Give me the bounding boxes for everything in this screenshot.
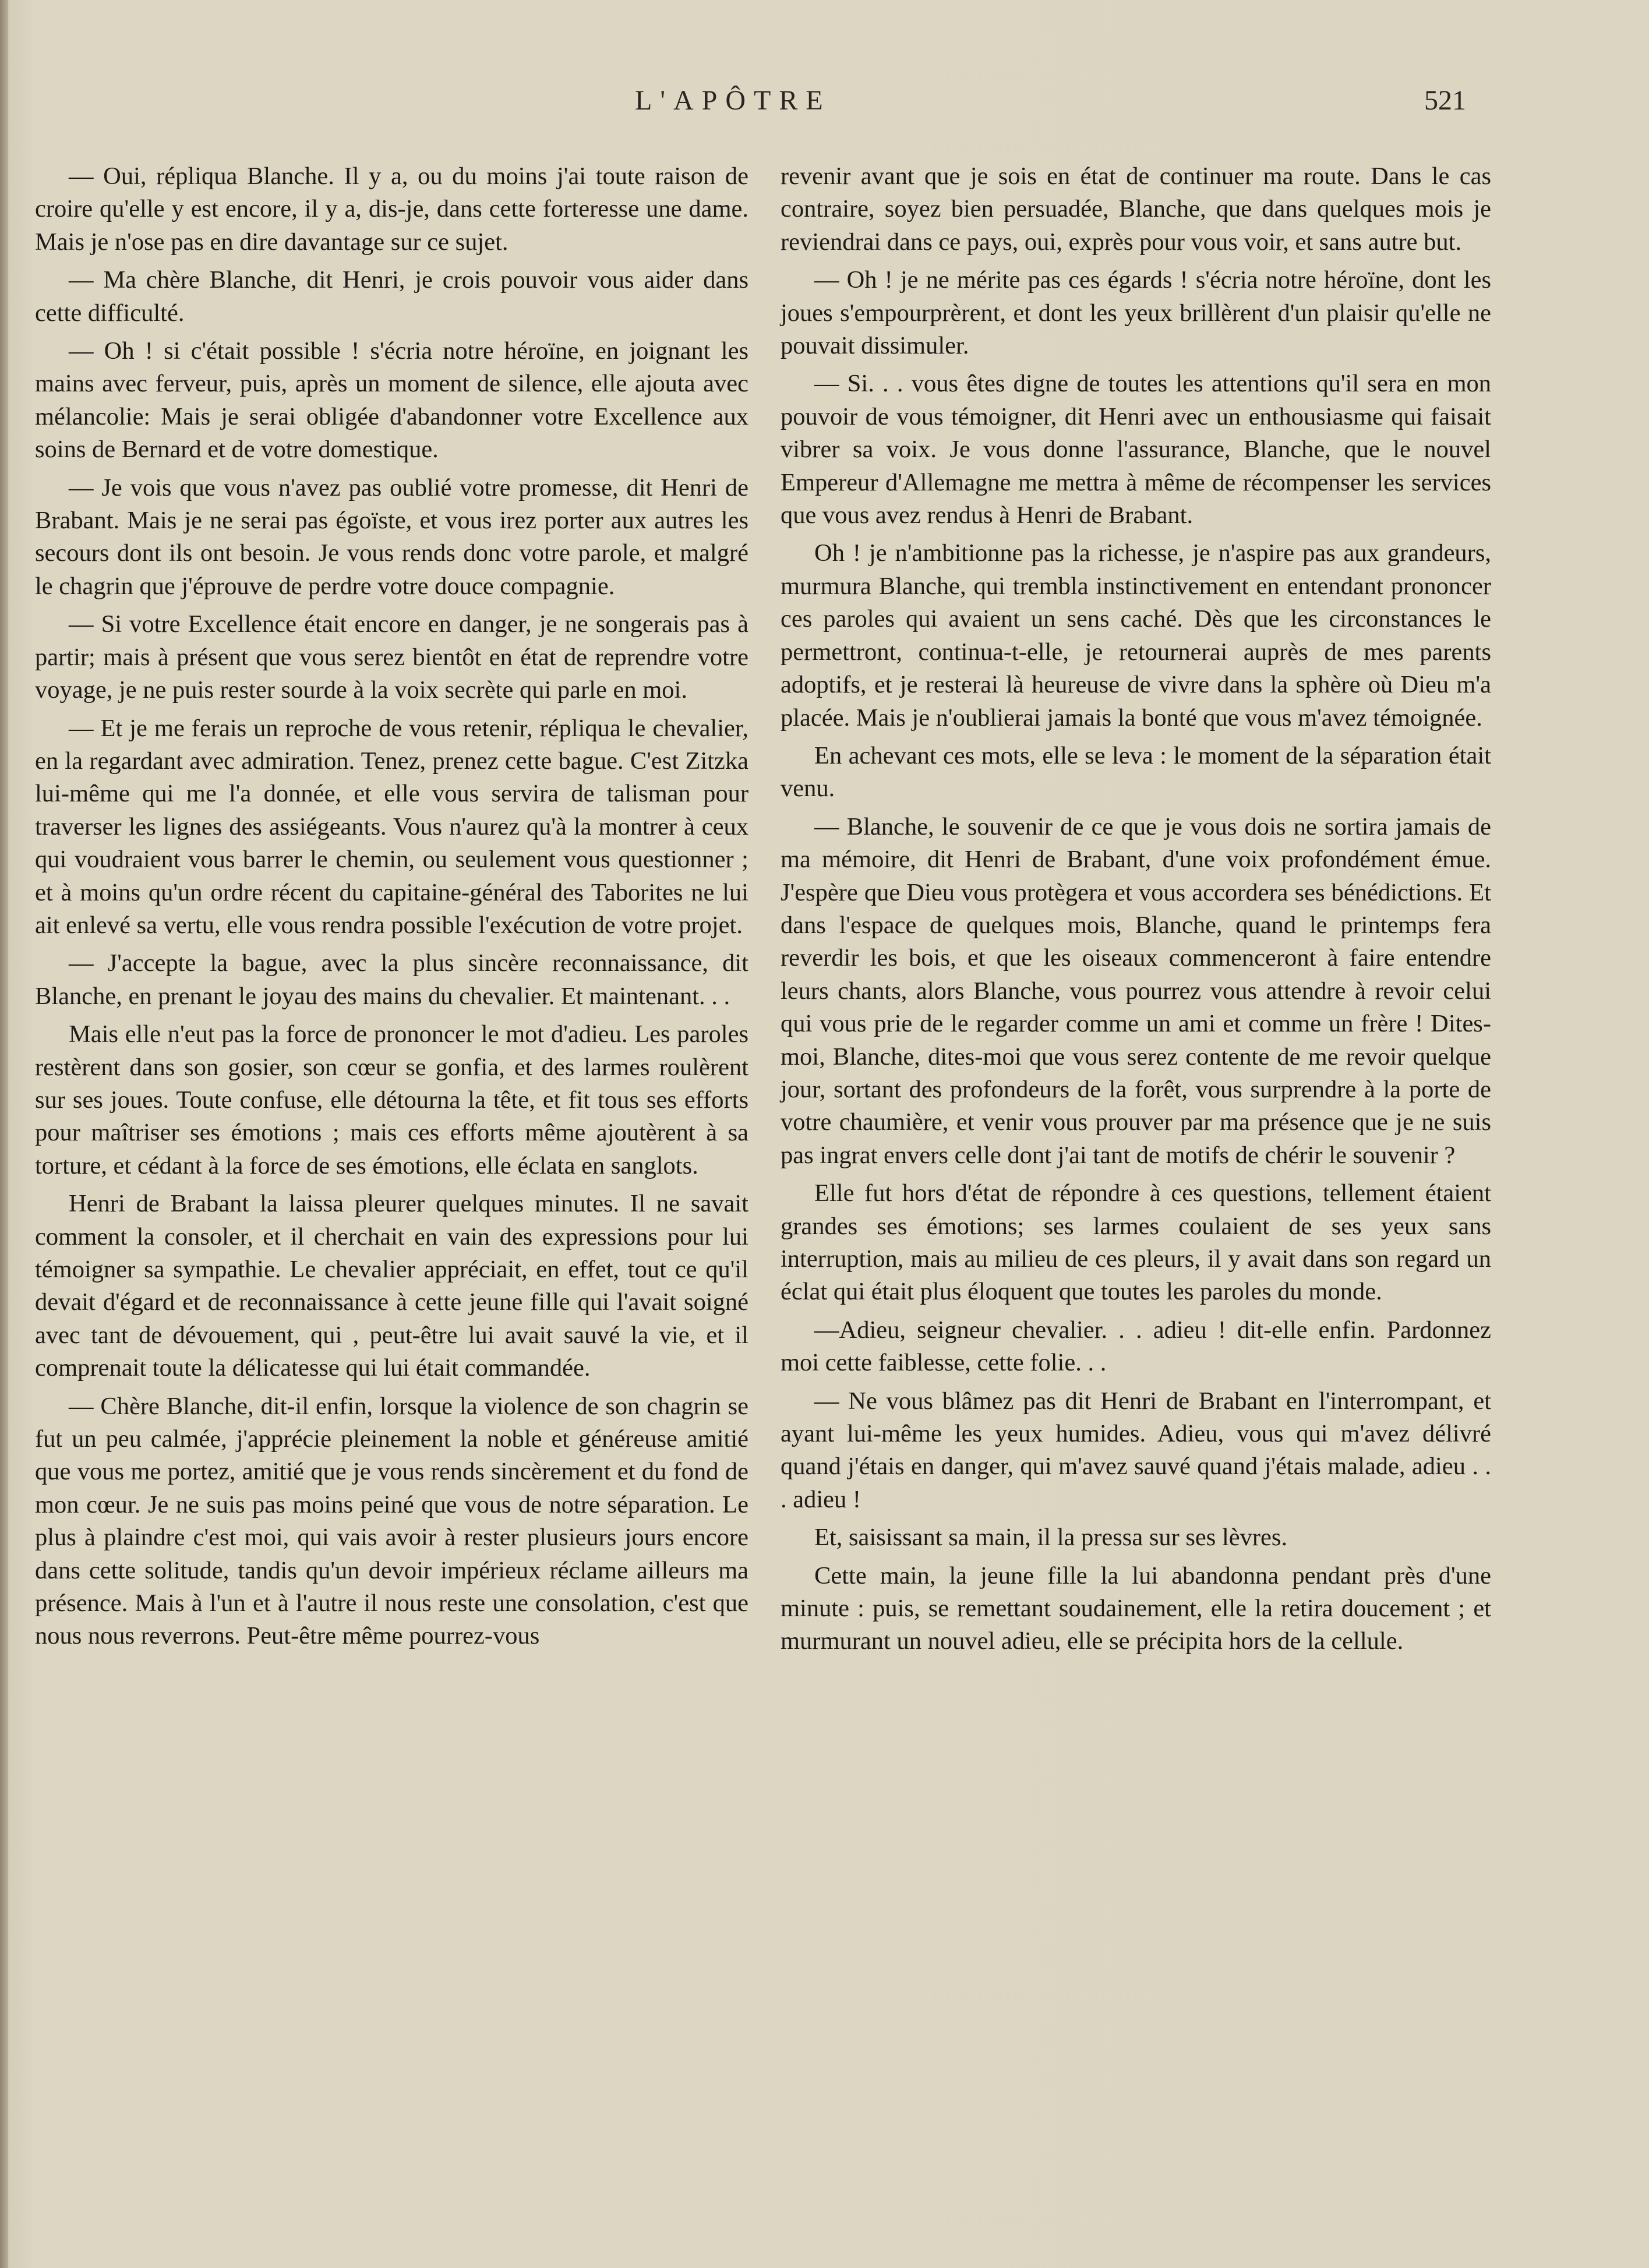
paragraph-continuation: revenir avant que je sois en état de continuer ma route. Dans le cas contraire, soyez bien persuadée, Blanche, que dans quelques mois je reviendrai dans ce pays, oui, exprès pour vous voir, et sans autre but. bbox=[781, 162, 1491, 256]
paragraph: — Si votre Excellence était encore en danger, je ne songerais pas à partir; mais à présent que vous serez bientôt en état de reprendre votre voyage, je ne puis rester sourde à la voix secrète qui parle en moi. bbox=[35, 610, 748, 704]
paragraph: Cette main, la jeune fille la lui abandonna pendant près d'une minute : puis, se remettant soudainement, elle la retira doucement ; et murmurant un nouvel adieu, elle se précipita hors de la cellule. bbox=[781, 1562, 1491, 1655]
paragraph: — Si. . . vous êtes digne de toutes les attentions qu'il sera en mon pouvoir de vous témoigner, dit Henri avec un enthousiasme qui faisait vibrer sa voix. Je vous donne l'assurance, Blanche, que le nouvel Empereur d'Allemagne me mettra à même de récompenser les services que vous avez rendus à Henri de Brabant. bbox=[781, 370, 1491, 529]
paragraph: Et, saisissant sa main, il la pressa sur ses lèvres. bbox=[814, 1524, 1288, 1552]
paragraph: — J'accepte la bague, avec la plus sincère reconnaissance, dit Blanche, en prenant le joyau des mains du chevalier. Et maintenant. . . bbox=[35, 949, 748, 1010]
paragraph: En achevant ces mots, elle se leva : le moment de la séparation était venu. bbox=[781, 741, 1491, 803]
paragraph: — Je vois que vous n'avez pas oublié votre promesse, dit Henri de Brabant. Mais je ne serai pas égoïste, et vous irez porter aux autres les secours dont ils ont besoin. Je vous rends donc votre parole, et malgré le chagrin que j'éprouve de perdre votre douce compagnie. bbox=[35, 474, 748, 600]
paragraph: — Et je me ferais un reproche de vous retenir, répliqua le chevalier, en la regardant avec admiration. Tenez, prenez cette bague. C'est Zitzka lui-même qui me l'a donnée, et elle vous servira de talisman pour traverser les lignes des assiégeants. Vous n'aurez qu'à la montrer à ceux qui voudraient vous barrer le chemin, ou seulement vous questionner ; et à moins qu'un ordre récent du capitaine-général des Taborites ne lui ait enlevé sa vertu, elle vous rendra possible l'exécution de votre projet. bbox=[35, 714, 748, 939]
paragraph: Henri de Brabant la laissa pleurer quelques minutes. Il ne savait comment la consoler, et il cherchait en vain des expressions pour lui témoigner sa sympathie. Le chevalier appréciait, en effet, tout ce qu'il devait d'égard et de reconnaissance à cette jeune fille qui l'avait soigné avec tant de dévouement, qui , peut-être lui avait sauvé la vie, et il comprenait toute la délicatesse qui lui était commandée. bbox=[35, 1190, 748, 1382]
paragraph: — Blanche, le souvenir de ce que je vous dois ne sortira jamais de ma mémoire, dit Henri de Brabant, d'une voix profondément émue. J'espère que Dieu vous protègera et vous accordera ses bénédictions. Et dans l'espace de quelques mois, Blanche, quand le printemps fera reverdir les bois, et que les oiseaux commenceront à faire entendre leurs chants, alors Blanche, vous pourrez vous attendre à revoir celui qui vous prie de le regarder comme un ami et comme un frère ! Dites-moi, Blanche, dites-moi que vous serez contente de me revoir quelque jour, sortant des profondeurs de la forêt, vous surprendre à la porte de votre chaumière, et venir vous prouver par ma présence que je ne suis pas ingrat envers celle dont j'ai tant de motifs de chérir le souvenir ? bbox=[781, 812, 1491, 1169]
paragraph: — Chère Blanche, dit-il enfin, lorsque la violence de son chagrin se fut un peu calmée, j'apprécie pleinement la noble et généreuse amitié que vous me portez, amitié que je vous rends sincèrement et du fond de mon cœur. Je ne suis pas moins peiné que vous de notre séparation. Le plus à plaindre c'est moi, qui vais avoir à rester plusieurs jours encore dans cette solitude, tandis qu'un devoir impérieux réclame ailleurs ma présence. Mais à l'un et à l'autre il nous reste une consolation, c'est que nous nous reverrons. Peut-être même pourrez-vous bbox=[35, 1392, 748, 1650]
paragraph: — Oui, répliqua Blanche. Il y a, ou du moins j'ai toute raison de croire qu'elle y est encore, il y a, dis-je, dans cette forteresse une dame. Mais je n'ose pas en dire davantage sur ce sujet. bbox=[35, 162, 748, 256]
paragraph: — Ne vous blâmez pas dit Henri de Brabant en l'interrompant, et ayant lui-même les yeux humides. Adieu, vous qui m'avez délivré quand j'étais en danger, qui m'avez sauvé quand j'étais malade, adieu . . . adieu ! bbox=[781, 1387, 1491, 1513]
paragraph: Elle fut hors d'état de répondre à ces questions, tellement étaient grandes ses émotions; ses larmes coulaient de ses yeux sans interruption, mais au milieu de ces pleurs, il y avait dans son regard un éclat qui était plus éloquent que toutes les paroles du monde. bbox=[781, 1179, 1491, 1306]
left-text-column bbox=[35, 160, 748, 1658]
paragraph: — Ma chère Blanche, dit Henri, je crois pouvoir vous aider dans cette difficulté. bbox=[35, 266, 748, 327]
right-text-column bbox=[781, 160, 1491, 1663]
paragraph: — Oh ! si c'était possible ! s'écria notre héroïne, en joignant les mains avec ferveur, puis, après un moment de silence, elle ajouta avec mélancolie: Mais je serai obligée d'abandonner votre Excellence aux soins de Bernard et de votre domestique. bbox=[35, 337, 748, 464]
page-number: 521 bbox=[1424, 85, 1466, 116]
paragraph: — Oh ! je ne mérite pas ces égards ! s'écria notre héroïne, dont les joues s'empourprèrent, et dont les yeux brillèrent d'un plaisir qu'elle ne pouvait dissimuler. bbox=[781, 266, 1491, 360]
paragraph: —Adieu, seigneur chevalier. . . adieu ! dit-elle enfin. Pardonnez moi cette faiblesse, cette folie. . . bbox=[781, 1316, 1491, 1377]
running-title: L'APÔTRE bbox=[635, 85, 831, 116]
page-header bbox=[0, 84, 1649, 125]
book-spine-edge bbox=[0, 0, 8, 2268]
paragraph: Mais elle n'eut pas la force de prononcer le mot d'adieu. Les paroles restèrent dans son gosier, son cœur se gonfia, et des larmes roulèrent sur ses joues. Toute confuse, elle détourna la tête, et fit tous ses efforts pour maîtriser ses émotions ; mais ces efforts même ajoutèrent à sa torture, et cédant à la force de ses émotions, elle éclata en sanglots. bbox=[35, 1020, 748, 1179]
paragraph: Oh ! je n'ambitionne pas la richesse, je n'aspire pas aux grandeurs, murmura Blanche, qui trembla instinctivement en entendant prononcer ces paroles qui avaient un sens caché. Dès que les circonstances le permettront, continua-t-elle, je retournerai auprès de mes parents adoptifs, et je resterai là heureuse de vivre dans la sphère où Dieu m'a placée. Mais je n'oublierai jamais la bonté que vous m'avez témoignée. bbox=[781, 539, 1491, 732]
